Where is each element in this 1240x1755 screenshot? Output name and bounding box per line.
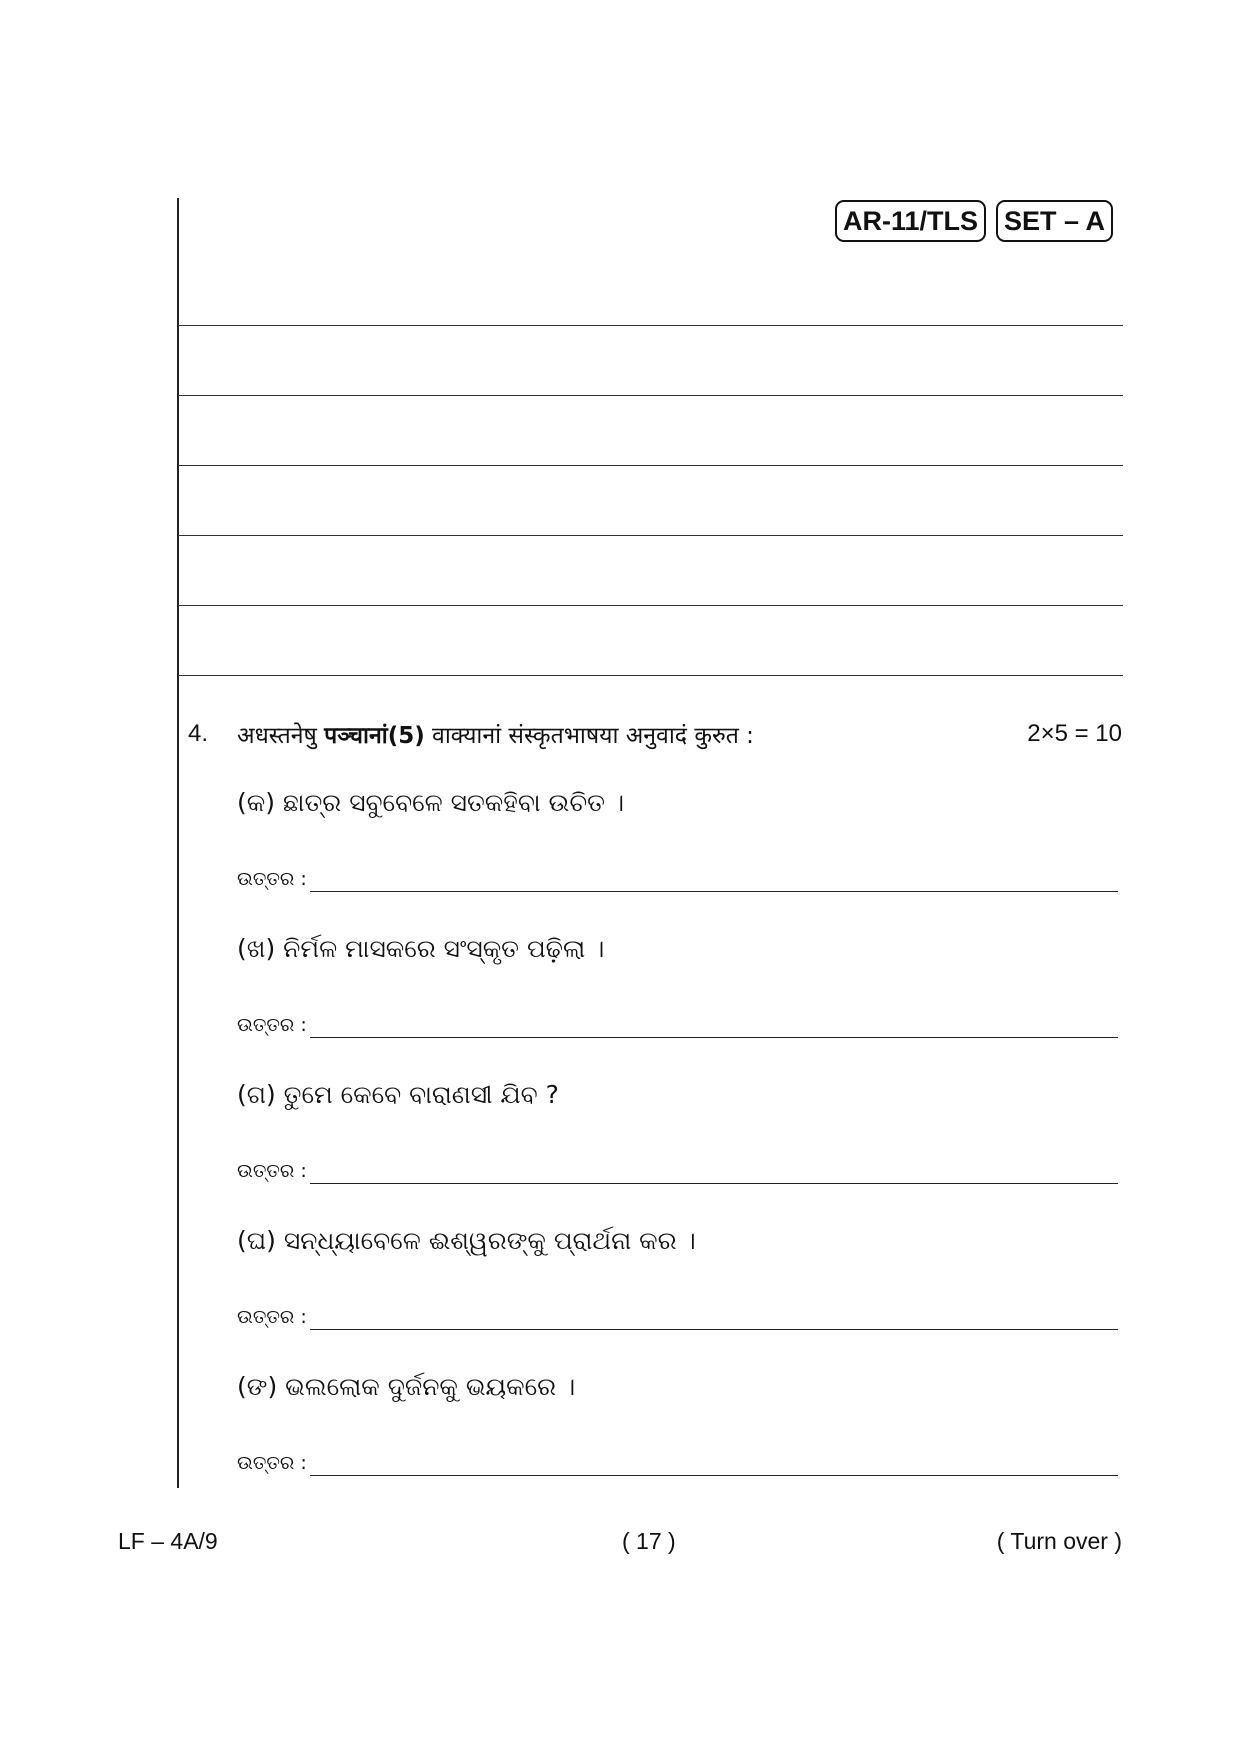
- question-item: (କ) ଛାତ୍ର ସବୁବେଳେ ସତକହିବା ଉଚିତ ।: [237, 788, 625, 817]
- footer-code: LF – 4A/9: [118, 1528, 218, 1554]
- writing-line: [178, 325, 1123, 326]
- question-item: (ଘ) ସନ୍ଧ୍ୟାବେଳେ ଈଶ୍ୱରଙ୍କୁ ପ୍ରାର୍ଥନା କର ।: [237, 1226, 696, 1255]
- answer-line[interactable]: [310, 1329, 1118, 1330]
- question-text-post: वाक्यानां संस्कृतभाषया अनुवादं कुरुत :: [424, 723, 754, 749]
- answer-label: ଉତ୍ତର :: [237, 1160, 307, 1182]
- question-item: (ଖ) ନିର୍ମଳ ମାସକରେ ସଂସ୍କୃତ ପଢ଼ିଲା ।: [237, 934, 605, 963]
- answer-label: ଉତ୍ତର :: [237, 1452, 307, 1474]
- margin-line: [177, 198, 179, 1488]
- question-text-pre: अधस्तनेषु: [237, 723, 325, 749]
- writing-line: [178, 395, 1123, 396]
- writing-line: [178, 605, 1123, 606]
- paper-code-box: AR-11/TLS: [835, 200, 986, 242]
- answer-line[interactable]: [310, 891, 1118, 892]
- set-code-box: SET – A: [996, 200, 1113, 242]
- question-marks: 2×5 = 10: [1027, 720, 1122, 747]
- question-text: [237, 718, 754, 750]
- question-item: (ଙ) ଭଲଲୋକ ଦୁର୍ଜନକୁ ଭୟକରେ ।: [237, 1372, 576, 1401]
- answer-line[interactable]: [310, 1475, 1118, 1476]
- answer-label: ଉତ୍ତର :: [237, 1306, 307, 1328]
- answer-line[interactable]: [310, 1183, 1118, 1184]
- question-item: (ଗ) ତୁମେ କେବେ ବାରାଣସୀ ଯିବ ?: [237, 1080, 559, 1109]
- turn-over-note: ( Turn over ): [996, 1528, 1122, 1554]
- answer-label: ଉତ୍ତର :: [237, 1014, 307, 1036]
- writing-line: [178, 675, 1123, 676]
- writing-line: [178, 465, 1123, 466]
- question-number: 4.: [188, 720, 209, 747]
- answer-line[interactable]: [310, 1037, 1118, 1038]
- answer-label: ଉତ୍ତର :: [237, 868, 307, 890]
- writing-line: [178, 535, 1123, 536]
- page-number: ( 17 ): [622, 1528, 676, 1554]
- question-text-bold: पञ्चानां(5): [324, 723, 425, 749]
